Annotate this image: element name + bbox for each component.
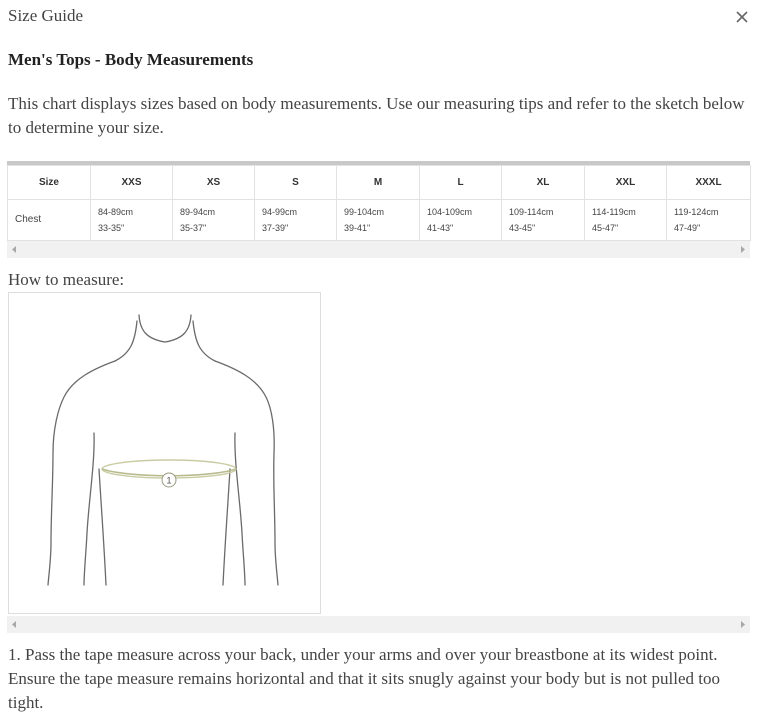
inch-value: 35-37" — [180, 223, 207, 233]
caret-left-icon — [7, 616, 21, 633]
torso-sketch — [9, 293, 320, 613]
how-to-measure-label: How to measure: — [8, 270, 125, 289]
caret-right-icon — [736, 616, 750, 633]
cm-value: 119-124cm — [674, 207, 719, 217]
measurement-illustration — [8, 292, 321, 614]
caret-right-icon — [736, 241, 750, 258]
table-row — [8, 200, 751, 241]
inch-value: 45-47" — [592, 223, 619, 233]
size-header-cell: XXL — [585, 166, 667, 200]
size-header-cell: XL — [502, 166, 585, 200]
scroll-right-button[interactable] — [736, 241, 750, 258]
intro-text: This chart displays sizes based on body measurements. Use our measuring tips and refer to the sketch below to determine your size. — [8, 94, 745, 137]
measure-point-number: 1 — [166, 475, 172, 486]
modal-title: Size Guide — [8, 6, 84, 25]
size-header-cell: L — [420, 166, 502, 200]
measuring-instructions: 1. Pass the tape measure across your back, under your arms and over your breastbone at its widest point. Ensure the tape measure remains horizontal and that it sits snugly against your body but is not pulled too tight. — [8, 645, 720, 712]
measurement-cell — [667, 200, 751, 241]
inch-value: 39-41" — [344, 223, 371, 233]
measurement-cell — [255, 200, 337, 241]
close-button[interactable] — [733, 6, 751, 26]
inch-value: 37-39" — [262, 223, 289, 233]
row-label-chest: Chest — [8, 200, 91, 241]
illustration-horizontal-scrollbar[interactable] — [7, 616, 750, 633]
cm-value: 114-119cm — [592, 207, 636, 217]
scroll-left-button[interactable] — [7, 616, 21, 633]
inch-value: 47-49" — [674, 223, 701, 233]
size-header-row — [8, 166, 751, 200]
size-table — [7, 165, 751, 241]
measure-point-marker — [162, 473, 176, 487]
measurement-cell — [173, 200, 255, 241]
size-header-cell: XXS — [91, 166, 173, 200]
measurement-cell — [502, 200, 585, 241]
scroll-left-button[interactable] — [7, 241, 21, 258]
size-header-label: Size — [8, 166, 91, 200]
measurement-cell — [91, 200, 173, 241]
caret-left-icon — [7, 241, 21, 258]
measurement-cell — [420, 200, 502, 241]
close-icon — [733, 6, 751, 26]
cm-value: 84-89cm — [98, 207, 134, 217]
measurement-cell — [585, 200, 667, 241]
cm-value: 94-99cm — [262, 207, 298, 217]
cm-value: 99-104cm — [344, 207, 385, 217]
size-table-container — [7, 161, 750, 241]
measurement-cell — [337, 200, 420, 241]
cm-value: 109-114cm — [509, 207, 554, 217]
cm-value: 89-94cm — [180, 207, 216, 217]
table-horizontal-scrollbar[interactable] — [7, 241, 750, 258]
cm-value: 104-109cm — [427, 207, 473, 217]
inch-value: 33-35" — [98, 223, 125, 233]
size-header-cell: XS — [173, 166, 255, 200]
size-header-cell: XXXL — [667, 166, 751, 200]
size-header-cell: S — [255, 166, 337, 200]
size-header-cell: M — [337, 166, 420, 200]
inch-value: 41-43" — [427, 223, 454, 233]
scroll-right-button[interactable] — [736, 616, 750, 633]
inch-value: 43-45" — [509, 223, 536, 233]
page-heading: Men's Tops - Body Measurements — [8, 50, 254, 69]
